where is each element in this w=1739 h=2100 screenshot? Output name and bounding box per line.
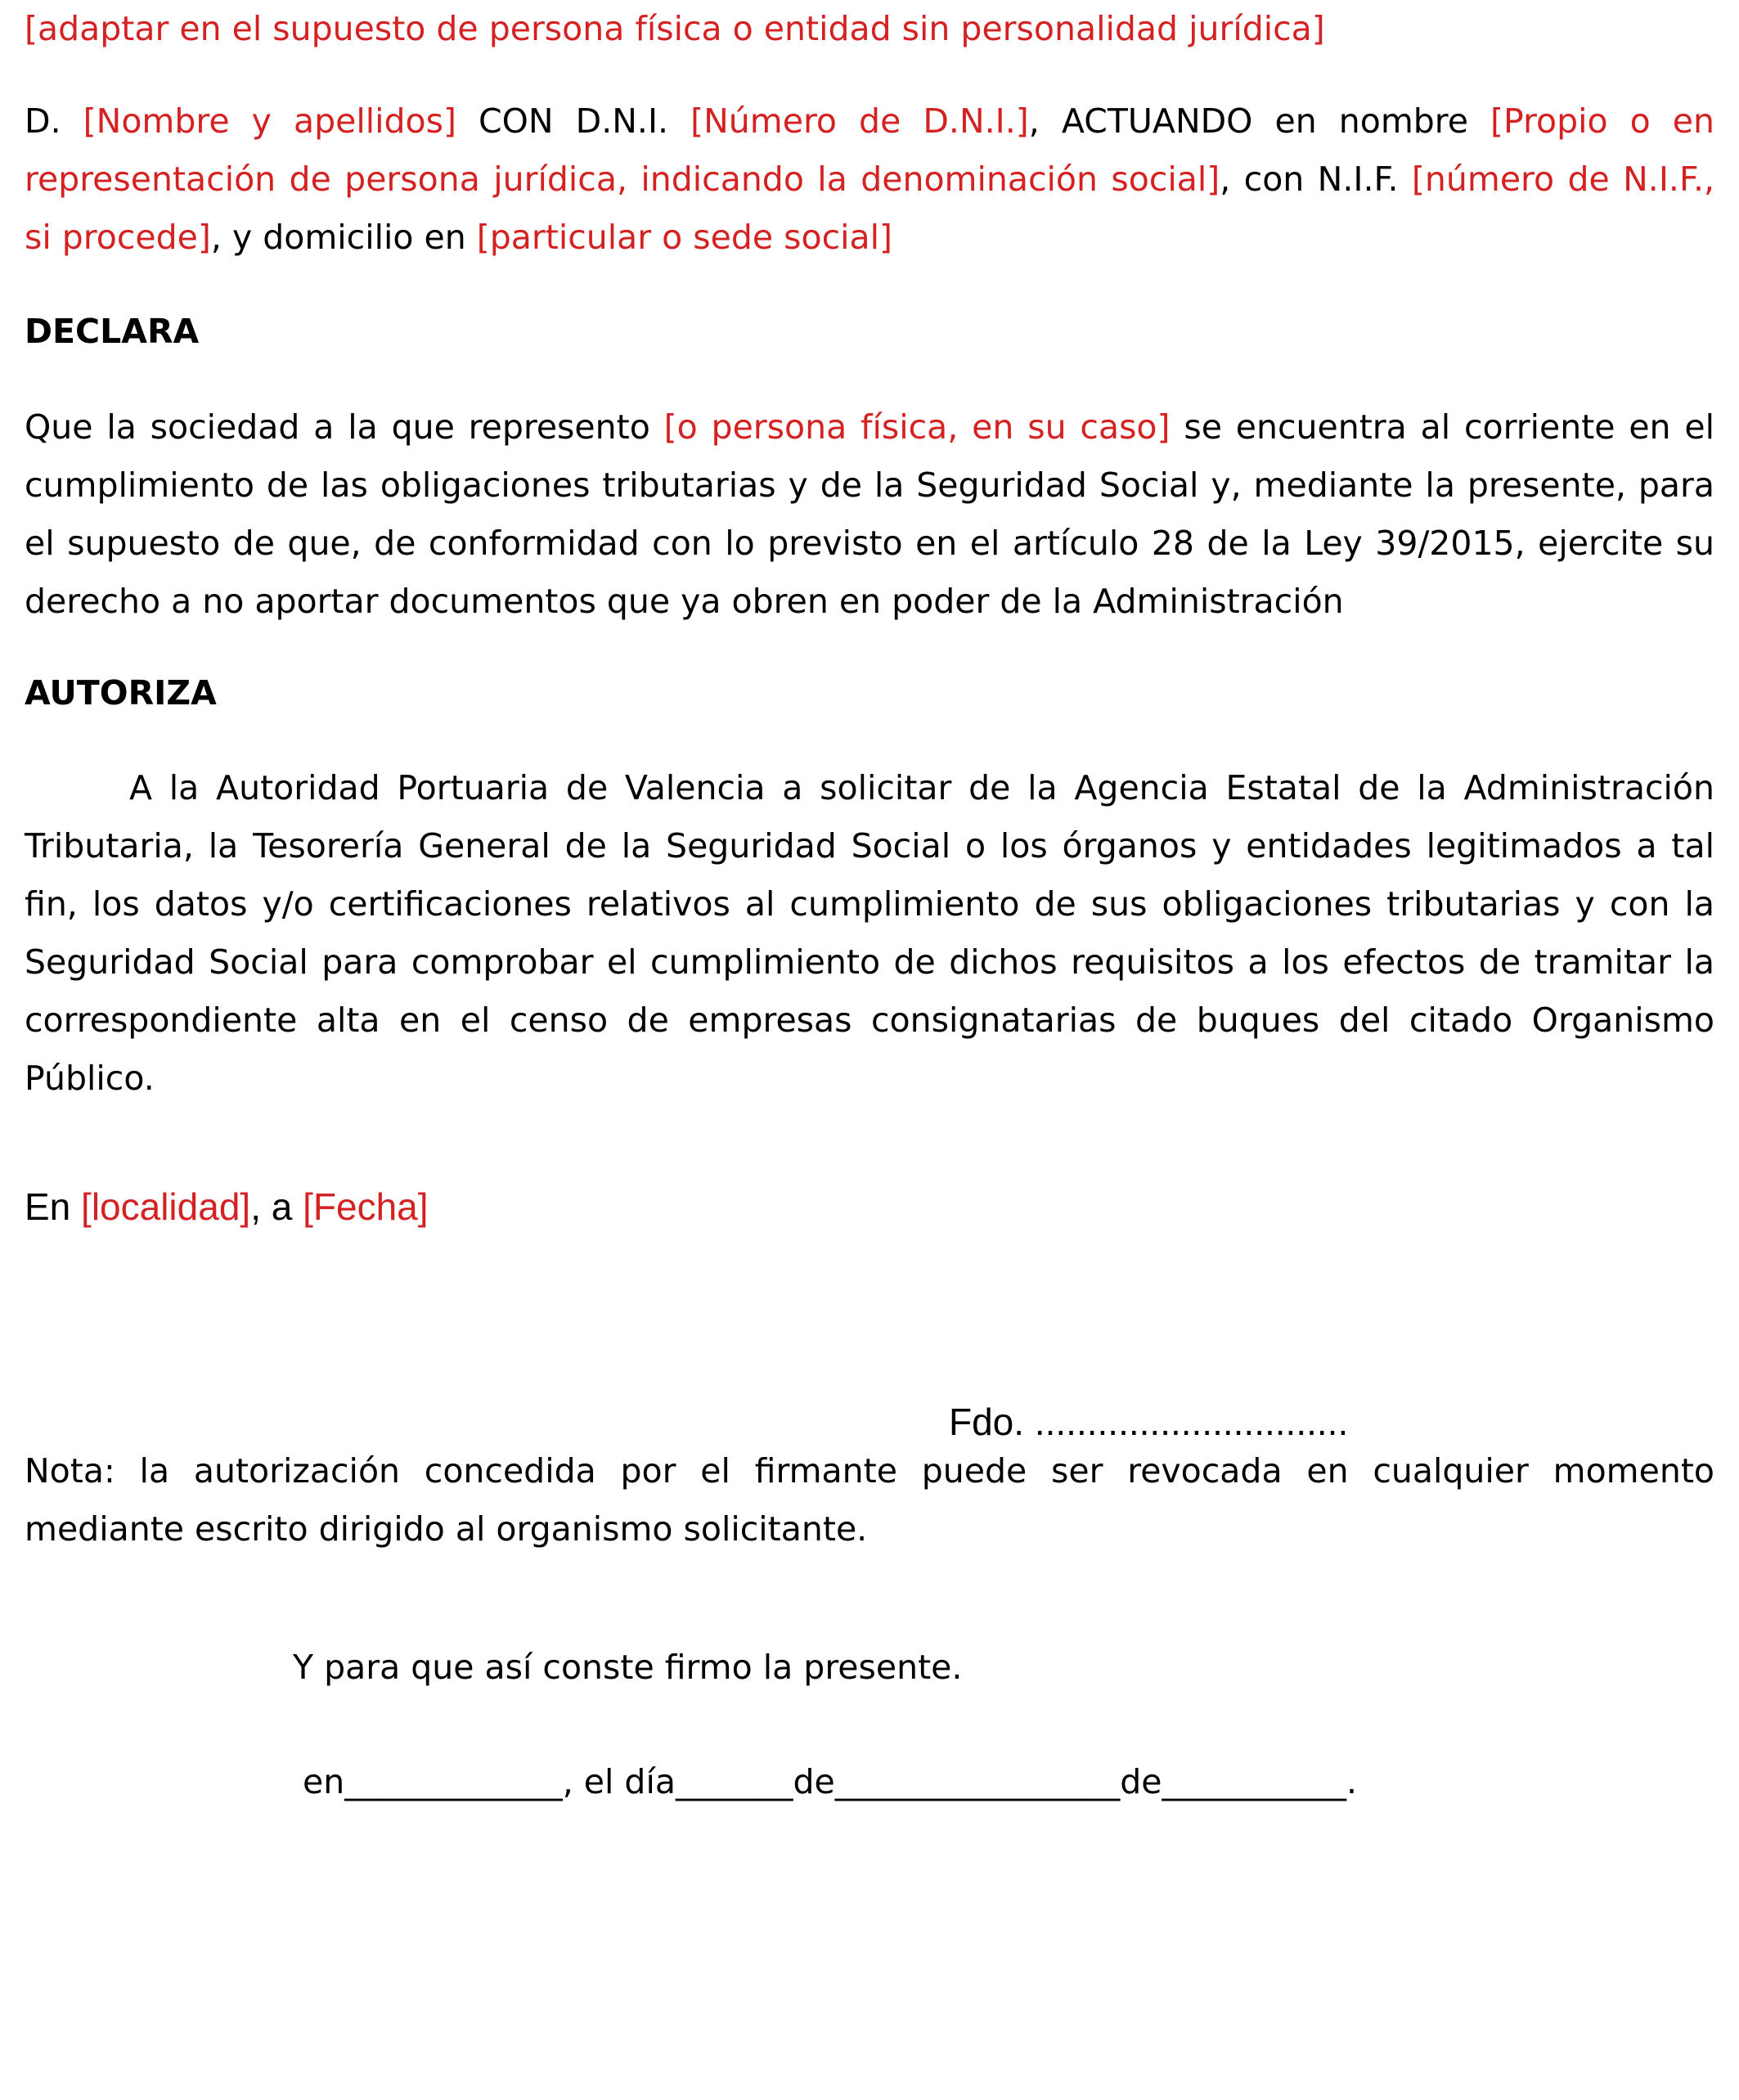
nota-paragraph: Nota: la autorización concedida por el firmante puede ser revocada en cualquier momento mediante escrito dirigido al organismo solicitante. — [25, 1451, 1714, 1549]
localidad-placeholder: [localidad] — [81, 1185, 251, 1228]
intro-paragraph — [25, 92, 1714, 267]
conste-line: Y para que así conste firmo la presente. — [293, 1648, 963, 1687]
autoriza-paragraph: A la Autoridad Portuaria de Valencia a solicitar de la Agencia Estatal de la Administración Tributaria, la Tesorería General de la Seguridad Social o los órganos y entidades legitimados a tal fin, los datos y/o certificaciones relativos al cumplimiento de sus obligaciones tributarias y con la Seguridad Social para comprobar el cumplimiento de dichos requisitos a los efectos de tramitar la correspondiente alta en el censo de empresas consignatarias de buques del citado Organismo Público. — [25, 768, 1714, 1098]
place-date-a: , a — [250, 1185, 303, 1228]
fecha-placeholder: [Fecha] — [303, 1185, 429, 1228]
place-date-en: En — [25, 1185, 82, 1228]
representation-placeholder: [Propio o en representación de persona jurídica, indicando la denominación social] — [25, 101, 1714, 199]
intro-domicilio: , y domicilio en — [210, 218, 477, 257]
intro-con-dni: CON D.N.I. — [456, 101, 691, 141]
name-placeholder: [Nombre y apellidos] — [83, 101, 456, 141]
autoriza-heading: AUTORIZA — [25, 673, 217, 713]
declara-heading: DECLARA — [25, 312, 200, 351]
intro-d: D. — [25, 101, 83, 141]
intro-actuando: , ACTUANDO en nombre — [1028, 101, 1491, 141]
domicilio-placeholder: [particular o sede social] — [476, 218, 893, 257]
declara-part1: Que la sociedad a la que represento — [25, 407, 664, 447]
intro-con-nif: , con N.I.F. — [1220, 160, 1412, 199]
place-date-line — [25, 1178, 1714, 1236]
declara-part2: se encuentra al corriente en el cumplimiento de las obligaciones tributarias y de la Seguridad Social y, mediante la presente, para el supuesto de que, de conformidad con lo previsto en el artículo 28 de la Ley 39/2015, ejercite su derecho a no aportar documentos que ya obren en poder de la Administración — [25, 407, 1714, 621]
fill-in-date-line: en_____________, el día_______de_________________de___________. — [303, 1762, 1357, 1801]
nif-placeholder: [número de N.I.F., si procede] — [25, 160, 1715, 257]
adapt-note: [adaptar en el supuesto de persona física o entidad sin personalidad jurídica] — [25, 9, 1325, 48]
declara-paragraph — [25, 398, 1714, 631]
dni-placeholder: [Número de D.N.I.] — [690, 101, 1029, 141]
declara-placeholder: [o persona física, en su caso] — [663, 407, 1171, 447]
signature-line: Fdo. .............................. — [949, 1401, 1349, 1443]
